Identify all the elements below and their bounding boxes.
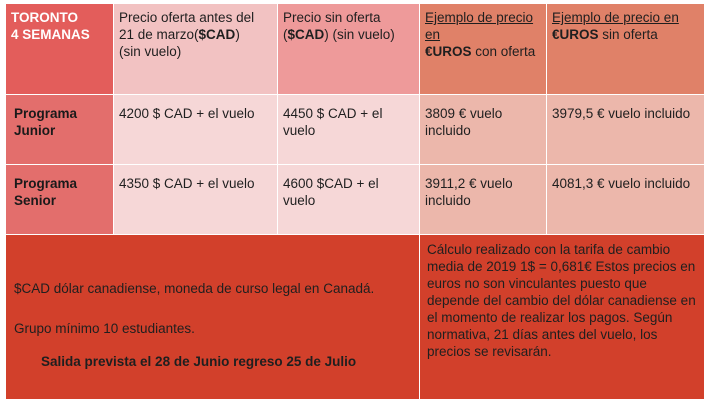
footer-notes-right [420, 235, 705, 400]
exchange-rate-note: Cálculo realizado con la tarifa de cambio media de 2019 1$ = 0,681€ Estos precios en euros no son vinculantes puesto que depende del cambio del dólar canadiense en el momento de realizar los pagos. Según normativa, 21 días antes del vuelo, los precios se revisarán. [427, 242, 696, 359]
header-precio-sin-oferta-note: ) (sin vuelo) [324, 27, 395, 42]
minimum-group-note: Grupo mínimo 10 estudiantes. [14, 321, 195, 336]
row-label-text: Programa Senior [14, 176, 78, 208]
row-label-senior [6, 165, 114, 235]
footer-row [6, 235, 705, 400]
header-precio-oferta-currency: $CAD [198, 27, 236, 42]
cell-junior-sin-oferta-text: 4450 $ CAD + el vuelo [283, 106, 383, 138]
cell-junior-euros-oferta [420, 95, 547, 165]
cell-junior-sin-oferta [278, 95, 420, 165]
corner-cell [6, 4, 114, 95]
header-euros-oferta-currency: €UROS [425, 44, 472, 59]
header-precio-sin-oferta-text: Precio sin oferta ( [283, 10, 381, 42]
price-table [5, 3, 705, 400]
cell-senior-euros-oferta [420, 165, 547, 235]
header-precio-oferta-note: (sin vuelo) [119, 44, 182, 59]
header-euros-oferta-text: Ejemplo de precio en [425, 10, 534, 42]
cell-junior-oferta [114, 95, 278, 165]
header-euros-oferta-note: con oferta [471, 44, 536, 59]
header-precio-sin-oferta-currency: $CAD [287, 27, 325, 42]
header-precio-oferta-close: ) [235, 27, 240, 42]
cell-senior-oferta [114, 165, 278, 235]
header-row [6, 4, 705, 95]
row-label-text: Programa Junior [14, 106, 78, 138]
cell-senior-euros-oferta-text: 3911,2 € vuelo incluido [425, 176, 513, 208]
corner-title-line2: 4 SEMANAS [11, 27, 90, 42]
table-row [6, 165, 705, 235]
cell-senior-oferta-text: 4350 $ CAD + el vuelo [119, 176, 255, 191]
header-precio-oferta-text: Precio oferta antes del 21 de marzo( [119, 10, 255, 42]
cell-junior-euros-sin-oferta-text: 3979,5 € vuelo incluido [552, 106, 691, 121]
departure-dates-note: Salida prevista el 28 de Junio regreso 25 de Julio [41, 354, 357, 369]
corner-title-line1: TORONTO [11, 10, 79, 25]
cell-junior-euros-sin-oferta [547, 95, 705, 165]
price-table-container [5, 3, 703, 399]
header-euros-sin-oferta [547, 4, 705, 95]
cell-senior-euros-sin-oferta [547, 165, 705, 235]
cell-senior-sin-oferta [278, 165, 420, 235]
header-euros-oferta [420, 4, 547, 95]
header-euros-sin-oferta-currency: €UROS [552, 27, 599, 42]
header-precio-sin-oferta [278, 4, 420, 95]
cell-senior-sin-oferta-text: 4600 $CAD + el vuelo [283, 176, 379, 208]
cell-senior-euros-sin-oferta-text: 4081,3 € vuelo incluido [552, 176, 691, 191]
header-euros-sin-oferta-text: Ejemplo de precio en [552, 10, 679, 25]
header-euros-sin-oferta-note: sin oferta [598, 27, 658, 42]
cell-junior-euros-oferta-text: 3809 € vuelo incluido [425, 106, 503, 138]
cad-definition-note: $CAD dólar canadiense, moneda de curso legal en Canadá. [14, 281, 375, 296]
header-precio-oferta [114, 4, 278, 95]
row-label-junior [6, 95, 114, 165]
cell-junior-oferta-text: 4200 $ CAD + el vuelo [119, 106, 255, 121]
table-row [6, 95, 705, 165]
footer-notes-left [6, 235, 420, 400]
